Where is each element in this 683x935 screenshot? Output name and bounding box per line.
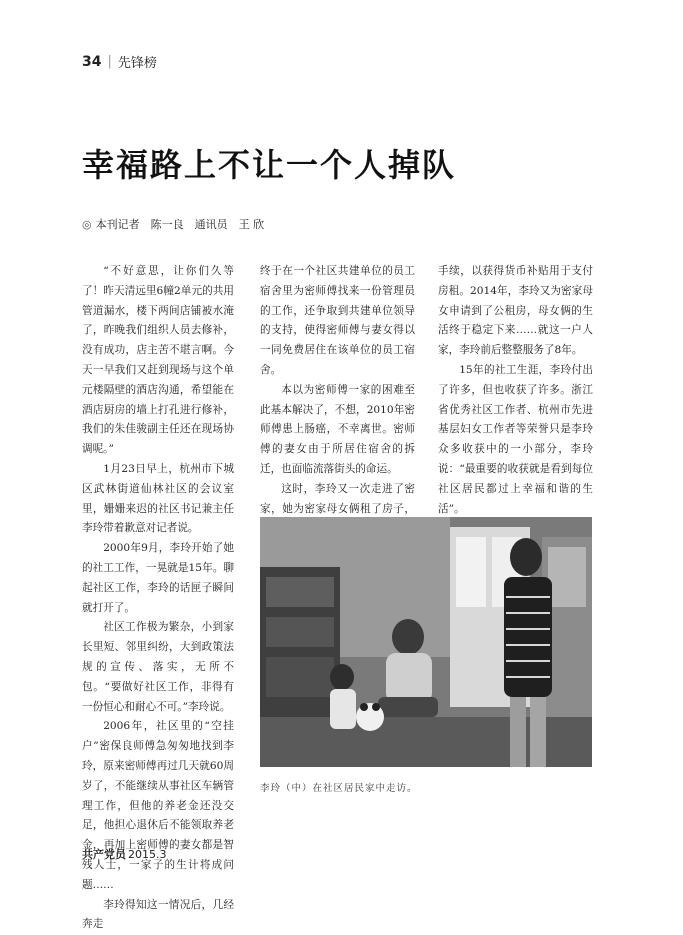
- paragraph: 李玲得知这一情况后，几经奔走: [82, 896, 234, 935]
- byline: [82, 216, 264, 232]
- paragraph: 手续，以获得货币补贴用于支付房租。2014年，李玲又为密家母女申请到了公租房，母女俩的生活终于稳定下来……就这一户人家，李玲前后整整服务了8年。: [438, 262, 593, 361]
- magazine-name: 共产党员: [82, 846, 126, 862]
- section-name: 先锋榜: [118, 52, 157, 71]
- paragraph: 本以为密师傅一家的困难至此基本解决了，不想，2010年密师傅患上肠癌，不幸离世。密师傅的妻女由于所居住宿舍的拆迁，也面临流落街头的命运。: [260, 381, 415, 480]
- byline-marker-icon: ◎: [82, 218, 92, 231]
- article-column-3: [438, 262, 593, 519]
- byline-text: 本刊记者 陈一良 通讯员 王 欣: [96, 216, 265, 232]
- photo-caption: 李玲（中）在社区居民家中走访。: [260, 780, 418, 794]
- paragraph: 社区工作极为繁杂，小到家长里短、邻里纠纷，大到政策法规的宣传、落实，无所不包。“要做好社区工作，非得有一份恒心和耐心不可。”李玲说。: [82, 618, 234, 717]
- paragraph: 2006年，社区里的“空挂户”密保良师傅急匆匆地找到李玲，原来密师傅再过几天就60周岁了，不能继续从事社区车辆管理工作，但他的养老金还没交足，他担心退休后不能领取养老金，再加上密师傅的妻女都是智残人士，一家子的生计将成问题……: [82, 717, 234, 895]
- header-divider: |: [107, 54, 111, 69]
- article-title: 幸福路上不让一个人掉队: [82, 140, 456, 186]
- paragraph: 15年的社工生涯，李玲付出了许多，但也收获了许多。浙江省优秀社区工作者、杭州市先进基层妇女工作者等荣誉只是李玲众多收获中的一小部分，李玲说：“最重要的收获就是看到每位社区居民都过上幸福和谐的生活”。: [438, 361, 593, 519]
- paragraph: 这时，李玲又一次走进了密家，她为密家母女俩租了房子，: [260, 480, 415, 559]
- running-header: [82, 52, 157, 71]
- article-photo: [260, 517, 592, 767]
- photo-image-icon: [260, 517, 592, 767]
- paragraph: 1月23日早上，杭州市下城区武林街道仙林社区的会议室里，姗姗来迟的社区书记兼主任李玲带着歉意对记者说。: [82, 460, 234, 539]
- article-column-1: [82, 262, 234, 935]
- issue-number: 2015.3: [128, 848, 167, 861]
- paragraph: “不好意思，让你们久等了！昨天清远里6幢2单元的共用管道漏水，楼下两间店铺被水淹了，昨晚我们组织人员去修补，没有成功，店主苦不堪言啊。今天一早我们又赶到现场与这个单元楼隔壁的酒店沟通，希望能在酒店厨房的墙上打孔进行修补，我们的朱佳骏副主任还在现场协调呢。”: [82, 262, 234, 460]
- page-footer: [82, 846, 167, 862]
- paragraph: 终于在一个社区共建单位的员工宿舍里为密师傅找来一份管理员的工作，还争取到共建单位领导的支持，使得密师傅与妻女得以一同免费居住在该单位的员工宿舍。: [260, 262, 415, 381]
- article-column-2: [260, 262, 415, 559]
- paragraph: 2000年9月，李玲开始了她的社工工作，一晃就是15年。聊起社区工作，李玲的话匣子瞬间就打开了。: [82, 539, 234, 618]
- page-number: 34: [82, 54, 101, 70]
